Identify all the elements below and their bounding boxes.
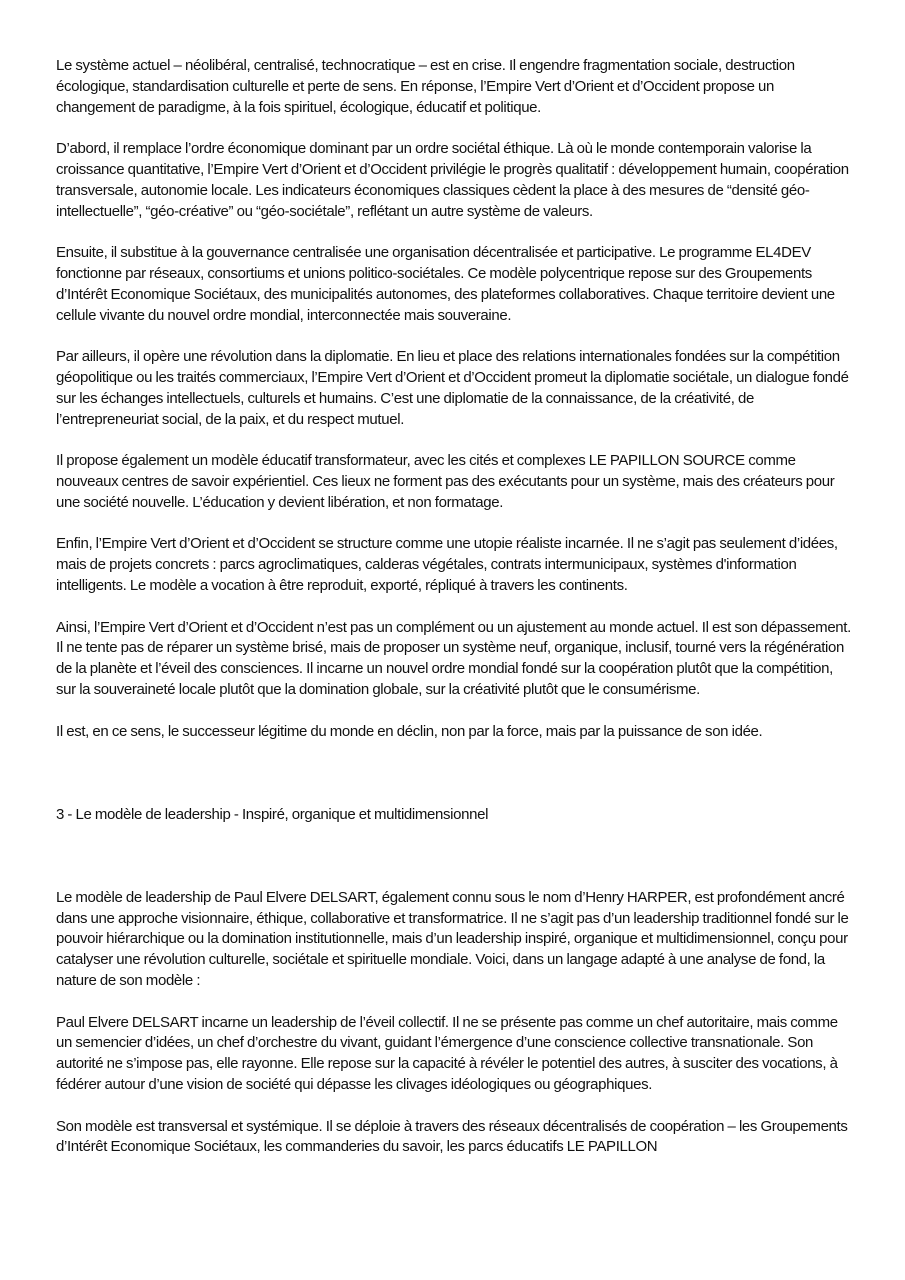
paragraph-ethical-order: D’abord, il remplace l’ordre économique dominant par un ordre sociétal éthique. Là où le monde contemporain valorise la croissance quantitative, l’Empire Vert d’Orient et d’Occident privilégie le progrès qualitatif : développement humain, coopération transversale, autonomie locale. Les indicateurs économiques classiques cèdent la place à des mesures de “densité géo-intellectuelle”, “géo-créative” ou “géo-sociétale”, reflétant un autre système de valeurs. (56, 140, 849, 220)
paragraph-education: Il propose également un modèle éducatif transformateur, avec les cités et complexes LE PAPILLON SOURCE comme nouveaux centres de savoir expérientiel. Ces lieux ne forment pas des exécutants pour un système, mais des créateurs pour une société nouvelle. L’éducation y devient libération, et non formatage. (56, 452, 835, 511)
spacer (56, 825, 856, 887)
document-page (56, 56, 856, 1179)
spacer (56, 763, 856, 805)
paragraph-beyond: Ainsi, l’Empire Vert d’Orient et d’Occident n’est pas un complément ou un ajustement au monde actuel. Il est son dépassement. Il ne tente pas de réparer un système brisé, mais de proposer un système neuf, organique, inclusif, tourné vers la régénération de la planète et l’éveil des consciences. Il incarne un nouvel ordre mondial fondé sur la coopération plutôt que la compétition, sur la souveraineté locale plutôt que la domination globale, sur la créativité plutôt que le consumérisme. (56, 618, 851, 698)
section-heading: 3 - Le modèle de leadership - Inspiré, organique et multidimensionnel (56, 805, 489, 823)
paragraph-crisis: Le système actuel – néolibéral, centralisé, technocratique – est en crise. Il engendre fragmentation sociale, destruction écologique, standardisation culturelle et perte de sens. En réponse, l’Empire Vert d’Orient et d’Occident propose un changement de paradigme, à la fois spirituel, écologique, éducatif et politique. (56, 57, 795, 116)
paragraph-collective-awakening: Paul Elvere DELSART incarne un leadership de l’éveil collectif. Il ne se présente pas comme un chef autoritaire, mais comme un semencier d’idées, un chef d’orchestre du vivant, guidant l’émergence d’une conscience collective transnationale. Son autorité ne s’impose pas, elle rayonne. Elle repose sur la capacité à révéler le potentiel des autres, à susciter des vocations, à fédérer autour d’une vision de société qui dépasse les clivages idéologiques ou géographiques. (56, 1013, 838, 1094)
paragraph-realistic-utopia: Enfin, l’Empire Vert d’Orient et d’Occident se structure comme une utopie réaliste incarnée. Il ne s’agit pas seulement d’idées, mais de projets concrets : parcs agroclimatiques, calderas végétales, contrats intermunicipaux, systèmes d'information intelligents. Le modèle a vocation à être reproduit, exporté, répliqué à travers les continents. (56, 535, 838, 594)
paragraph-leadership-model: Le modèle de leadership de Paul Elvere DELSART, également connu sous le nom d’Henry HARPER, est profondément ancré dans une approche visionnaire, éthique, collaborative et transformatrice. Il ne s’agit pas d’un leadership traditionnel fondé sur le pouvoir hiérarchique ou la domination institutionnelle, mais d’un leadership inspiré, organique et multidimensionnel, conçu pour catalyser une révolution culturelle, sociétale et spirituelle mondiale. Voici, dans un langage adapté à une analyse de fond, la nature de son modèle : (56, 888, 849, 990)
paragraph-successor: Il est, en ce sens, le successeur légitime du monde en déclin, non par la force, mais par la puissance de son idée. (56, 722, 763, 740)
paragraph-systemic: Son modèle est transversal et systémique. Il se déploie à travers des réseaux décentralisés de coopération – les Groupements d’Intérêt Economique Sociétaux, les commanderies du savoir, les parcs éducatifs LE PAPILLON (56, 1117, 848, 1156)
paragraph-diplomacy: Par ailleurs, il opère une révolution dans la diplomatie. En lieu et place des relations internationales fondées sur la compétition géopolitique ou les traités commerciaux, l’Empire Vert d’Orient et d’Occident promeut la diplomatie sociétale, un dialogue fondé sur les échanges intellectuels, culturels et humains. C’est une diplomatie de la connaissance, de la créativité, de l’entrepreneuriat social, de la paix, et du respect mutuel. (56, 348, 849, 428)
paragraph-governance: Ensuite, il substitue à la gouvernance centralisée une organisation décentralisée et participative. Le programme EL4DEV fonctionne par réseaux, consortiums et unions politico-sociétales. Ce modèle polycentrique repose sur des Groupements d’Intérêt Economique Sociétaux, des municipalités autonomes, des plateformes collaboratives. Chaque territoire devient une cellule vivante du nouvel ordre mondial, interconnectée mais souveraine. (56, 244, 835, 324)
